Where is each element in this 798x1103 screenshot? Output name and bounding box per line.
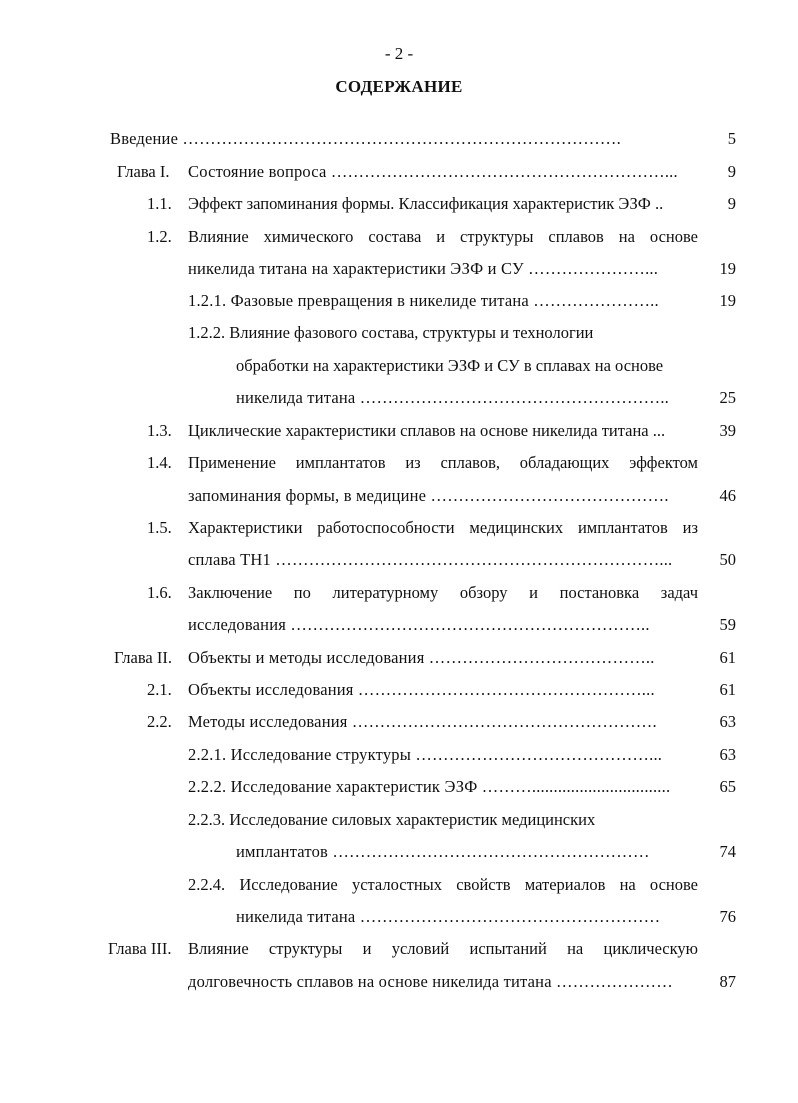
toc-entry-chapter-3-continued[interactable]: долговечность сплавов на основе никелида титана ………………… (188, 972, 673, 991)
toc-page-number: 74 (719, 842, 736, 861)
toc-chapter-number: Глава III. (108, 939, 172, 958)
toc-page-number: 9 (727, 162, 736, 181)
toc-entry-2-2-3[interactable]: 2.2.3. Исследование силовых характеристик медицинских (188, 810, 596, 829)
toc-entry-1-2[interactable]: Влияние химического состава и структуры сплавов на основе (188, 227, 698, 246)
toc-entry-1-2-1[interactable]: 1.2.1. Фазовые превращения в никелиде титана ………………….. (188, 291, 659, 310)
toc-entry-1-6[interactable]: Заключение по литературному обзору и постановка задач (188, 583, 698, 602)
toc-chapter-number: Глава II. (114, 648, 172, 667)
toc-entry-1-4-continued[interactable]: запоминания формы, в медицине ……………………………………. (188, 486, 669, 505)
toc-section-number: 2.2. (147, 712, 172, 731)
toc-entry-1-6-continued[interactable]: исследования ……………………………………………………….. (188, 615, 650, 634)
toc-page-number: 39 (719, 421, 736, 440)
toc-entry-2-2-2[interactable]: 2.2.2. Исследование характеристик ЭЗФ ………................................ (188, 777, 671, 796)
toc-page-number: 61 (719, 648, 736, 667)
toc-page-number: 46 (719, 486, 736, 505)
toc-page-number: 5 (727, 129, 736, 148)
toc-entry-introduction[interactable]: Введение ……………………………………………………………………. (110, 129, 621, 148)
toc-page-number: 9 (727, 194, 736, 213)
toc-page-number: 65 (719, 777, 736, 796)
toc-section-number: 1.5. (147, 518, 172, 537)
toc-entry-1-2-2[interactable]: 1.2.2. Влияние фазового состава, структуры и технологии (188, 323, 594, 342)
toc-page-number: 61 (719, 680, 736, 699)
toc-section-number: 1.1. (147, 194, 172, 213)
toc-entry-2-2-4[interactable]: 2.2.4. Исследование усталостных свойств материалов на основе (188, 875, 698, 894)
toc-entry-chapter-3[interactable]: Влияние структуры и условий испытаний на циклическую (188, 939, 698, 958)
toc-page-number: 76 (719, 907, 736, 926)
toc-page-number: 63 (719, 712, 736, 731)
page-title: СОДЕРЖАНИЕ (335, 77, 463, 96)
toc-page-number: 25 (719, 388, 736, 407)
toc-section-number: 1.3. (147, 421, 172, 440)
toc-section-number: 1.2. (147, 227, 172, 246)
toc-entry-1-5-continued[interactable]: сплава ТН1 ……………………………………………………………... (188, 550, 673, 569)
toc-page-number: 59 (719, 615, 736, 634)
toc-section-number: 1.6. (147, 583, 172, 602)
toc-entry-1-4[interactable]: Применение имплантатов из сплавов, обладающих эффектом (188, 453, 698, 472)
toc-entry-1-5[interactable]: Характеристики работоспособности медицинских имплантатов из (188, 518, 698, 537)
toc-entry-1-2-2-continued[interactable]: никелида титана ……………………………………………….. (236, 388, 670, 407)
toc-entry-2-2-4-continued[interactable]: никелида титана ……………………………………………… (236, 907, 661, 926)
toc-entry-2-2-1[interactable]: 2.2.1. Исследование структуры ……………………………………... (188, 745, 663, 764)
page-number: - 2 - (384, 44, 414, 63)
toc-page-number: 19 (719, 291, 736, 310)
toc-section-number: 1.4. (147, 453, 172, 472)
toc-entry-2-2[interactable]: Методы исследования ………………………………………………. (188, 712, 657, 731)
toc-entry-chapter-2[interactable]: Объекты и методы исследования ………………………………….. (188, 648, 655, 667)
toc-chapter-number: Глава I. (117, 162, 170, 181)
toc-page-number: 19 (719, 259, 736, 278)
toc-entry-1-1[interactable]: Эффект запоминания формы. Классификация характеристик ЭЗФ .. (188, 194, 664, 213)
toc-entry-2-2-3-continued[interactable]: имплантатов ………………………………………………… (236, 842, 650, 861)
toc-entry-chapter-1[interactable]: Состояние вопроса ……………………………………………………... (188, 162, 678, 181)
toc-section-number: 2.1. (147, 680, 172, 699)
toc-page-number: 63 (719, 745, 736, 764)
toc-page-number: 87 (719, 972, 736, 991)
toc-page-number: 50 (719, 550, 736, 569)
toc-entry-1-3[interactable]: Циклические характеристики сплавов на основе никелида титана ... (188, 421, 666, 440)
toc-entry-2-1[interactable]: Объекты исследования ……………………………………………... (188, 680, 655, 699)
toc-entry-1-2-continued[interactable]: никелида титана на характеристики ЭЗФ и СУ …………………... (188, 259, 659, 278)
toc-entry-1-2-2-continued[interactable]: обработки на характеристики ЭЗФ и СУ в сплавах на основе (236, 356, 664, 375)
